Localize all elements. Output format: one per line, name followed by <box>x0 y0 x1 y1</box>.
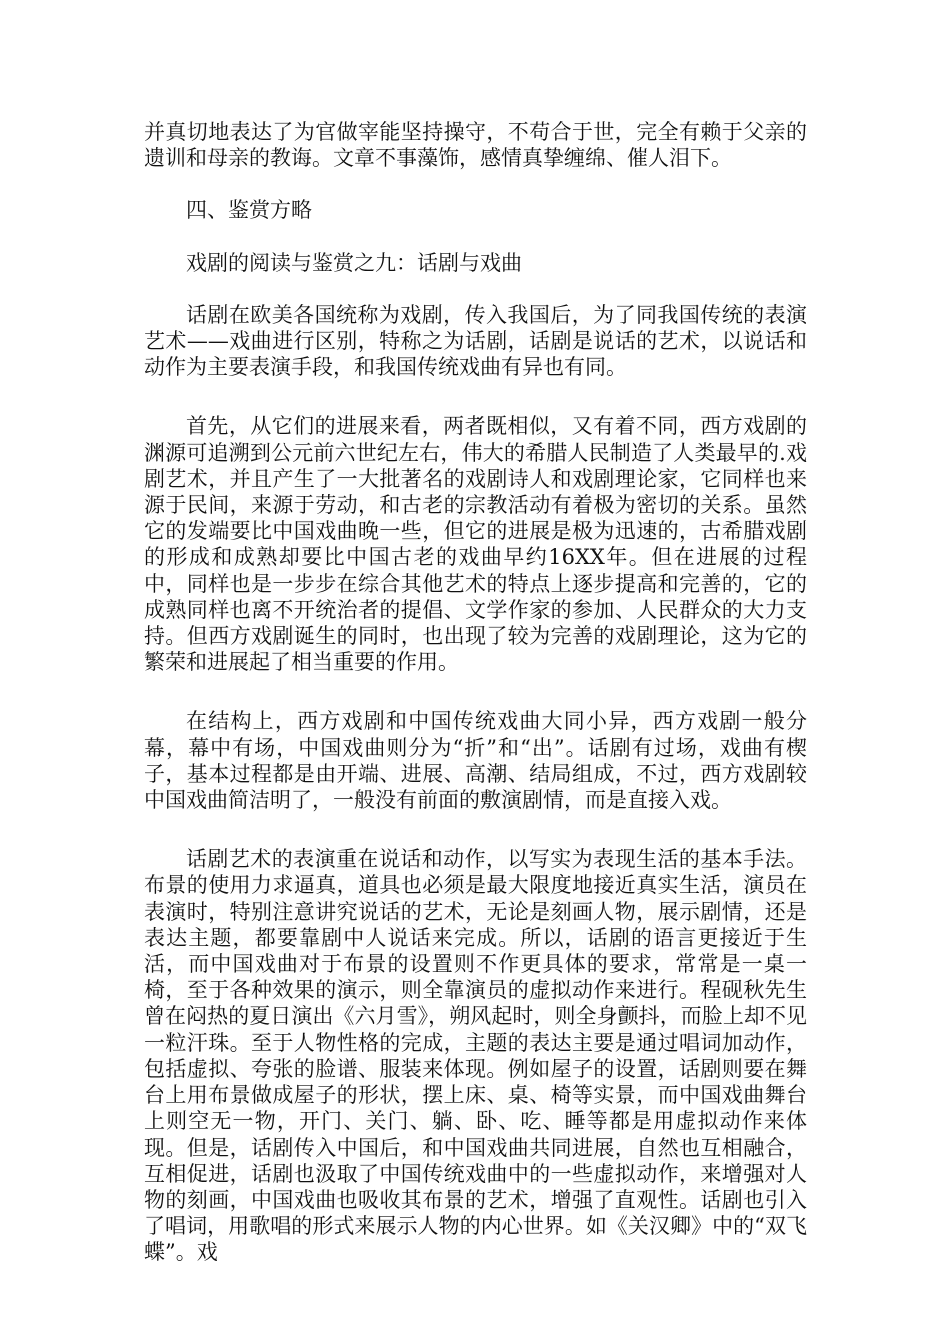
paragraph-structure: 在结构上，西方戏剧和中国传统戏曲大同小异，西方戏剧一般分幕，幕中有场，中国戏曲则分为“折”和“出”。话剧有过场，戏曲有楔子，基本过程都是由开端、进展、高潮、结局组成，不过，西方戏剧较中国戏曲简洁明了，一般没有前面的敷演剧情，而是直接入戏。 <box>144 709 807 813</box>
subsection-heading: 戏剧的阅读与鉴赏之九：话剧与戏曲 <box>186 250 522 275</box>
paragraph-continuation: 并真切地表达了为官做宰能坚持操守，不苟合于世，完全有赖于父亲的遗训和母亲的教诲。文章不事藻饰，感情真挚缠绵、催人泪下。 <box>144 120 807 171</box>
paragraph-performance: 话剧艺术的表演重在说话和动作，以写实为表现生活的基本手法。布景的使用力求逼真，道具也必须是最大限度地接近真实生活，演员在表演时，特别注意讲究说话的艺术，无论是刻画人物，展示剧情，还是表达主题，都要靠剧中人说话来完成。所以，话剧的语言更接近于生活，而中国戏曲对于布景的设置则不作更具体的要求，常常是一桌一椅，至于各种效果的演示，则全靠演员的虚拟动作来进行。程砚秋先生曾在闷热的夏日演出《六月雪》，朔风起时，则全身颤抖，而脸上却不见一粒汗珠。至于人物性格的完成，主题的表达主要是通过唱词加动作，包括虚拟、夸张的脸谱、服装来体现。例如屋子的设置，话剧则要在舞台上用布景做成屋子的形状，摆上床、桌、椅等实景，而中国戏曲舞台上则空无一物，开门、关门、躺、卧、吃、睡等都是用虚拟动作来体现。但是，话剧传入中国后，和中国戏曲共同进展，自然也互相融合，互相促进，话剧也汲取了中国传统戏曲中的一些虚拟动作，来增强对人物的刻画，中国戏曲也吸收其布景的艺术，增强了直观性。话剧也引入了唱词，用歌唱的形式来展示人物的内心世界。如《关汉卿》中的“双飞蝶”。戏 <box>144 847 807 1265</box>
document-body <box>144 119 807 1266</box>
paragraph-intro: 话剧在欧美各国统称为戏剧，传入我国后，为了同我国传统的表演艺术——戏曲进行区别，特称之为话剧，话剧是说话的艺术，以说话和动作为主要表演手段，和我国传统戏曲有异也有同。 <box>144 302 807 380</box>
section-heading: 四、鉴赏方略 <box>186 198 312 223</box>
paragraph-development: 首先，从它们的进展来看，两者既相似，又有着不同，西方戏剧的渊源可追溯到公元前六世纪左右，伟大的希腊人民制造了人类最早的.戏剧艺术，并且产生了一大批著名的戏剧诗人和戏剧理论家，它同样也来源于民间，来源于劳动，和古老的宗教活动有着极为密切的关系。虽然它的发端要比中国戏曲晚一些，但它的进展是极为迅速的，古希腊戏剧的形成和成熟却要比中国古老的戏曲早约16XX年。但在进展的过程中，同样也是一步步在综合其他艺术的特点上逐步提高和完善的，它的成熟同样也离不开统治者的提倡、文学作家的参加、人民群众的大力支持。但西方戏剧诞生的同时，也出现了较为完善的戏剧理论，这为它的繁荣和进展起了相当重要的作用。 <box>144 414 807 675</box>
